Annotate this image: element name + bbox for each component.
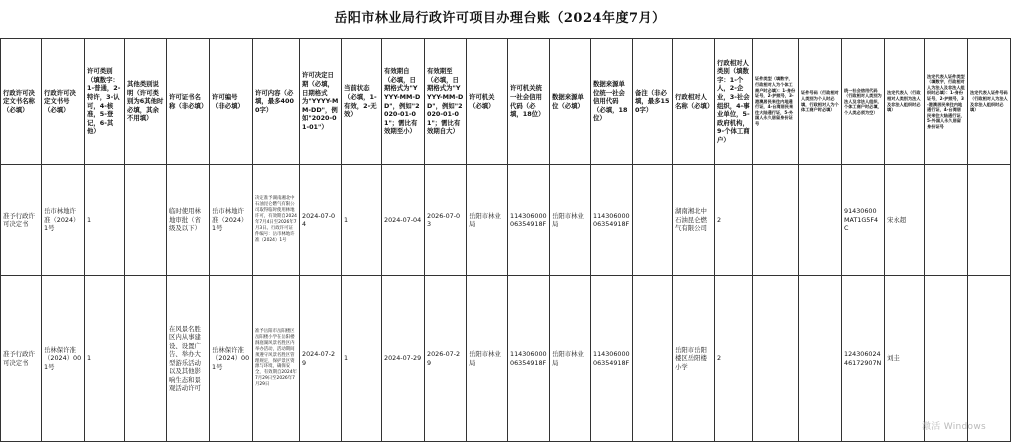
table-cell: [925, 165, 968, 276]
table-cell: 1: [342, 165, 382, 276]
header-cell: 备注（非必填，最多150字）: [633, 39, 673, 165]
table-cell: 2026-07-03: [425, 165, 467, 276]
header-cell: 许可决定日期（必填，日期格式为"YYYY-MM-DD"，例如"2020-01-01"）: [300, 39, 342, 165]
header-cell: 统一社会信用代码（行政相对人类别为法人及非法人组织、个体工商户时必填，个人类必须为空）: [842, 39, 885, 165]
table-cell: [799, 165, 842, 276]
table-cell: 11430600006354918F: [591, 276, 633, 442]
table-cell: 准予行政许可决定书: [1, 276, 42, 442]
table-row: [1, 276, 1011, 442]
table-cell: [125, 165, 167, 276]
header-cell: 许可机关（必填）: [467, 39, 508, 165]
header-cell: 证件类型（填数字，行政相对人为个体工商户时必填）：1-身份证号，2-护照号，3-港澳居民来往内地通行证，4-台湾居民来往大陆通行证，5-外国人永久居留身份证号: [753, 39, 799, 165]
table-cell: 岳阳市岳阳楼区岳阳楼小学: [673, 276, 715, 442]
header-cell: 行政相对人类别（填数字：1-个人，2-企业，3-社会组织，4-事业单位，5-政府机构，9-个体工商户）: [715, 39, 753, 165]
header-cell: 行政相对人名称（必填）: [673, 39, 715, 165]
activation-watermark: 激活 Windows: [921, 422, 986, 432]
page-title: 岳阳市林业局行政许可项目办理台账（2024年度7月）: [334, 11, 666, 26]
header-row: [1, 39, 1011, 165]
table-cell: [125, 276, 167, 442]
header-cell: 证件号码（行政相对人类别为个人时必填，行政相对人为个体工商户时必填）: [799, 39, 842, 165]
table-cell: [753, 276, 799, 442]
table-cell: 11430600006354918F: [591, 165, 633, 276]
table-row: [1, 165, 1011, 276]
table-cell: [925, 276, 968, 442]
table-cell: 宋永超: [885, 165, 925, 276]
table-cell: 1: [85, 276, 125, 442]
header-cell: 当前状态（必填，1-有效，2-无效）: [342, 39, 382, 165]
header-cell: 许可编号（非必填）: [210, 39, 253, 165]
table-cell: [633, 276, 673, 442]
table-cell: [633, 165, 673, 276]
table-cell: [753, 165, 799, 276]
header-cell: 法定代表人证件号码（行政相对人为法人及非法人组织时必填）: [968, 39, 1011, 165]
header-cell: 有效期至（必填，日期格式为"YYYY-MM-DD"，例如"2020-01-01"；需比有效期自大）: [425, 39, 467, 165]
header-cell: 许可机关统一社会信用代码（必填，18位）: [508, 39, 550, 165]
table-cell: 1: [342, 276, 382, 442]
table-cell: 2024-07-29: [382, 276, 425, 442]
header-cell: 行政许可决定文书号（必填）: [42, 39, 85, 165]
table-cell: [799, 276, 842, 442]
table-cell: 在风景名胜区内从事建设、设置广告、举办大型游乐活动以及其他影响生态和景观活动许可: [167, 276, 210, 442]
header-cell: 法定代表人（行政相对人类别为法人及非法人组织时必填）: [885, 39, 925, 165]
table-cell: 临时使用林地审批（省级及以下）: [167, 165, 210, 276]
table-cell: 2026-07-29: [425, 276, 467, 442]
header-cell: 有效期自（必填，日期格式为"YYYY-MM-DD"，例如"2020-01-01"；需比有效期至小）: [382, 39, 425, 165]
table-cell: 2024-07-29: [300, 276, 342, 442]
table-cell: 2024-07-04: [382, 165, 425, 276]
table-cell: [968, 276, 1011, 442]
table-cell: 岳阳市林业局: [550, 276, 591, 442]
table-cell: 湖南湘北中石油昆仑燃气有限公司: [673, 165, 715, 276]
header-cell: 许可类别（填数字：1-普通，2-特许，3-认可，4-核准，5-登记，6-其他）: [85, 39, 125, 165]
table-cell: 11430600006354918F: [508, 276, 550, 442]
table-cell: 决定准予湖南湘北中石油昆仑燃气有限公司取得临时使用林地许可，有效期自2024年7月4日至2026年7月3日。行政许可证件编号：岳市林地许准（2024）1号: [253, 165, 300, 276]
table-cell: 2024-07-04: [300, 165, 342, 276]
table-cell: 岳市林地许准（2024）1号: [42, 165, 85, 276]
table-cell: 岳林保许准（2024）001号: [42, 276, 85, 442]
table-cell: 2: [715, 276, 753, 442]
table-cell: [968, 165, 1011, 276]
header-cell: 许可证书名称（非必填）: [167, 39, 210, 165]
header-cell: 行政许可决定文书名称（必填）: [1, 39, 42, 165]
table-cell: 岳阳市林业局: [467, 165, 508, 276]
table-cell: 1: [85, 165, 125, 276]
table-cell: 岳市林地许准（2024）1号: [210, 165, 253, 276]
header-cell: 数据来源单位（必填）: [550, 39, 591, 165]
header-cell: 许可内容（必填，最多4000字）: [253, 39, 300, 165]
table-cell: 刘圭: [885, 276, 925, 442]
header-cell: 其他类别说明（许可类别为6其他时必填，其余不用填）: [125, 39, 167, 165]
table-cell: 2: [715, 165, 753, 276]
table-cell: 准予行政许可决定书: [1, 165, 42, 276]
table-cell: 岳阳市林业局: [550, 165, 591, 276]
header-cell: 数据来源单位统一社会信用代码（必填，18位）: [591, 39, 633, 165]
permit-ledger-table: [0, 38, 1011, 442]
table-cell: 岳林保许准（2024）001号: [210, 276, 253, 442]
table-cell: 11430600006354918F: [508, 165, 550, 276]
table-cell: 91430600MAT1G5F4C: [842, 165, 885, 276]
table-cell: 准予岳阳市岳阳楼区岳阳楼小学在岳阳楼洞庭湖风景名胜区内举办活动，活动期间须遵守风景名胜区管理规定，保护景区资源与环境，确保安全，有效期自2024年7月29日至2026年7月29日: [253, 276, 300, 442]
header-cell: 法定代表人证件类型（填数字，行政相对人为法人及非法人组织时必填）：1-身份证号，2-护照号，3-港澳居民来往内地通行证，4-台湾居民来往大陆通行证，5-外国人永久居留身份证号: [925, 39, 968, 165]
table-cell: 岳阳市林业局: [467, 276, 508, 442]
table-cell: 12430602446172907N: [842, 276, 885, 442]
